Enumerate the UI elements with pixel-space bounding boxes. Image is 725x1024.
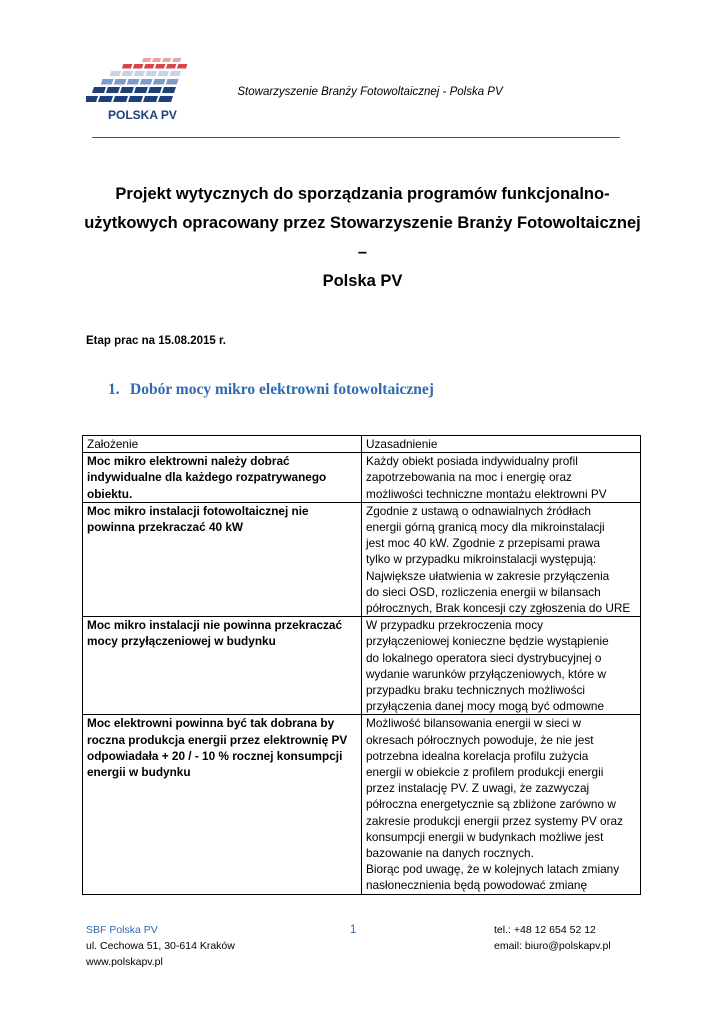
section-title: Dobór mocy mikro elektrowni fotowoltaicznej — [130, 381, 434, 398]
justification-text: W przypadku przekroczenia mocy przyłączeniowej konieczne będzie wystąpienie do lokalnego operatora sieci dystrybucyjnej o wydanie warunków przyłączeniowych, które w przypadku braku technicznych możliwości przyłączenia danej mocy mogą być odmowne — [366, 618, 609, 714]
logo-text: POLSKA PV — [108, 108, 177, 122]
footer-contact-left — [86, 922, 235, 970]
assumption-cell — [83, 617, 362, 715]
assumption-text: Moc mikro elektrowni należy dobrać indywidualne dla każdego rozpatrywanego obiektu. — [87, 454, 327, 501]
document-title-text: Projekt wytycznych do sporządzania programów funkcjonalno- użytkowych opracowany przez Stowarzyszenie Branży Fotowoltaicznej – Polska PV — [84, 185, 641, 290]
table-row — [83, 453, 641, 503]
assumption-cell — [83, 502, 362, 616]
header-divider — [92, 137, 620, 138]
justification-text: Zgodnie z ustawą o odnawialnych źródłach energii górną granicą mocy dla mikroinstalacji jest moc 40 kW. Zgodnie z przepisami prawa tylko w przypadku mikroinstalacji występują: Największe ułatwienia w zakresie przyłączenia do sieci OSD, rozliczenia energii w bilansach półrocznych, Brak koncesji czy zgłoszenia do URE — [366, 503, 631, 616]
table-header-row — [83, 436, 641, 453]
assumptions-table — [82, 435, 641, 895]
page-number: 1 — [350, 924, 357, 936]
assumption-text: Moc mikro instalacji nie powinna przekraczać mocy przyłączeniowej w budynku — [87, 618, 343, 649]
stage-date: Etap prac na 15.08.2015 r. — [86, 335, 227, 347]
footer-website-link[interactable]: www.polskapv.pl — [86, 956, 163, 968]
section-heading — [108, 381, 434, 399]
table-row — [83, 502, 641, 616]
section-number: 1. — [108, 381, 120, 398]
assumption-cell — [83, 715, 362, 894]
document-title — [80, 180, 645, 296]
justification-cell — [362, 453, 641, 503]
footer-address: ul. Cechowa 51, 30-614 Kraków — [86, 940, 235, 952]
assumption-cell — [83, 453, 362, 503]
column-header-justification: Uzasadnienie — [362, 436, 641, 453]
justification-text: Możliwość bilansowania energii w sieci w okresach półrocznych powoduje, że nie jest potrzebna idealna korelacja profilu zużycia energii w obiekcie z profilem produkcji energii przez instalację PV. Z uwagi, że zazwyczaj półroczna energetycznie są zbliżone zarówno w zakresie produkcji energii przez systemy PV oraz konsumpcji energii w budynkach możliwe jest bazowanie na danych rocznych. Biorąc pod uwagę, że w kolejnych latach zmiany nasłonecznienia będą powodować zmianę — [366, 716, 624, 893]
footer-phone: tel.: +48 12 654 52 12 — [494, 924, 596, 936]
table-row — [83, 617, 641, 715]
table-row — [83, 715, 641, 894]
justification-cell — [362, 715, 641, 894]
justification-cell — [362, 502, 641, 616]
footer-contact-right — [494, 922, 611, 954]
footer-email-link[interactable]: email: biuro@polskapv.pl — [494, 940, 611, 952]
column-header-assumption: Założenie — [83, 436, 362, 453]
footer-organization: SBF Polska PV — [86, 924, 158, 936]
justification-text: Każdy obiekt posiada indywidualny profil zapotrzebowania na moc i energię oraz możliwości techniczne montażu elektrowni PV — [366, 454, 607, 501]
header-organization: Stowarzyszenie Branży Fotowoltaicznej - Polska PV — [237, 86, 503, 98]
assumption-text: Moc elektrowni powinna być tak dobrana by roczna produkcja energii przez elektrownię PV odpowiadała + 20 / - 10 % rocznej konsumpcji energii w budynku — [87, 716, 348, 780]
assumption-text: Moc mikro instalacji fotowoltaicznej nie powinna przekraczać 40 kW — [87, 503, 309, 535]
justification-cell — [362, 617, 641, 715]
polska-pv-logo — [86, 56, 196, 126]
